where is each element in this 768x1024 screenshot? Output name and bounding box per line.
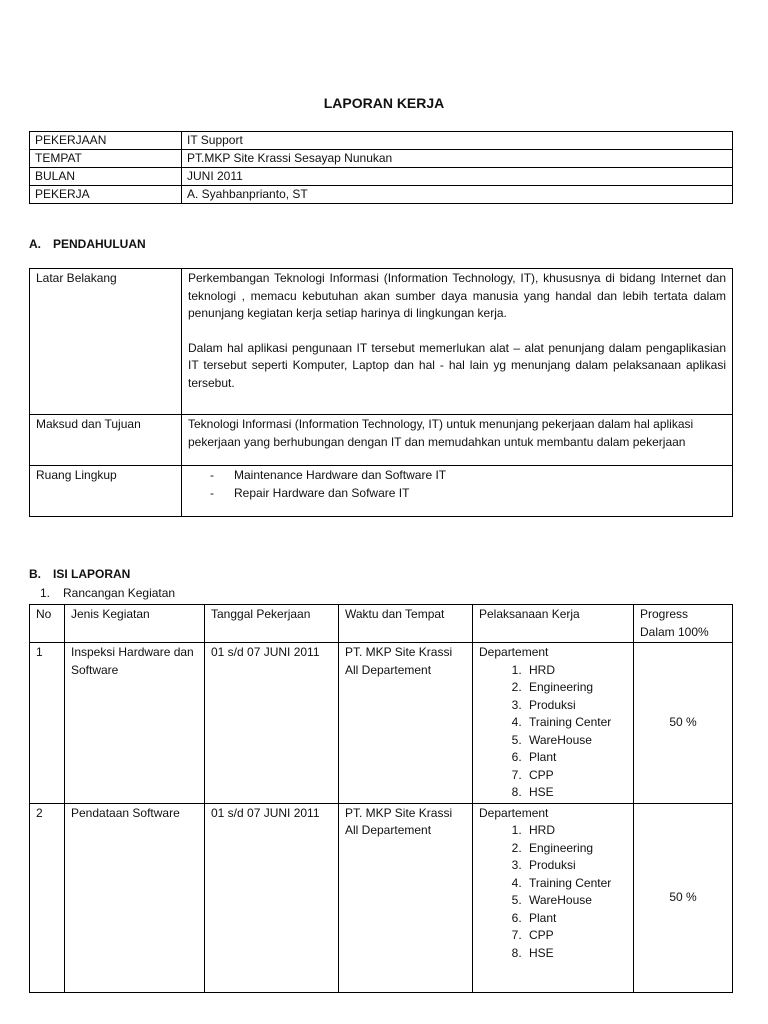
section-b-heading <box>29 566 130 584</box>
subsection-heading <box>40 585 175 603</box>
column-header: Progress Dalam 100% <box>634 605 733 643</box>
intro-content <box>182 466 733 517</box>
work-date: 01 s/d 07 JUNI 2011 <box>205 803 339 993</box>
list-item: 2. Engineering <box>525 840 627 858</box>
info-row <box>30 132 733 150</box>
activity-type: Pendataan Software <box>65 803 205 993</box>
list-item: 4. Training Center <box>525 714 627 732</box>
list-item: 8. HSE <box>525 945 627 963</box>
info-value: A. Syahbanprianto, ST <box>182 186 733 204</box>
table-row <box>30 803 733 993</box>
list-item: 5. WareHouse <box>525 892 627 910</box>
column-header: Jenis Kegiatan <box>65 605 205 643</box>
job-info-table <box>29 131 733 204</box>
time-place: PT. MKP Site Krassi All Departement <box>339 803 473 993</box>
scope-list <box>188 467 726 502</box>
info-row <box>30 150 733 168</box>
section-a-title: PENDAHULUAN <box>53 237 146 251</box>
subsection-number: 1. <box>40 586 51 600</box>
info-key: TEMPAT <box>30 150 182 168</box>
column-header: Tanggal Pekerjaan <box>205 605 339 643</box>
list-item: 4. Training Center <box>525 875 627 893</box>
department-list <box>479 822 627 962</box>
info-key: BULAN <box>30 168 182 186</box>
intro-label: Maksud dan Tujuan <box>30 415 182 466</box>
list-item: 6. Plant <box>525 749 627 767</box>
intro-row-latar <box>30 269 733 415</box>
list-item: 6. Plant <box>525 910 627 928</box>
activity-plan-table <box>29 604 733 993</box>
latar-paragraph-2: Dalam hal aplikasi pengunaan IT tersebut memerlukan alat – alat penunjang dalam pengaplikasian IT tersebut seperti Komputer, Laptop dan hal - hal lain yg menunjang dalam pelaksanaan aplikasi tersebut. <box>188 340 726 390</box>
list-item: - Maintenance Hardware dan Software IT <box>210 467 726 485</box>
intro-label: Ruang Lingkup <box>30 466 182 517</box>
latar-paragraph-1: Perkembangan Teknologi Informasi (Information Technology, IT), khususnya di bidang Internet dan teknologi , memacu kebutuhan akan sumber daya manusia yang handal dan lebih tertata dalam penunjang kegiatan kerja setiap harinya di lingkungan kerja. <box>188 271 726 320</box>
intro-content <box>182 415 733 466</box>
list-item: 3. Produksi <box>525 697 627 715</box>
subsection-title: Rancangan Kegiatan <box>63 586 176 600</box>
maksud-text: Teknologi Informasi (Information Technology, IT) untuk menunjang pekerjaan dalam hal aplikasi pekerjaan yang berhubungan dengan IT dan memudahkan untuk membantu dalam pekerjaan <box>188 417 694 449</box>
info-value: IT Support <box>182 132 733 150</box>
info-key: PEKERJA <box>30 186 182 204</box>
table-row <box>30 643 733 804</box>
column-header: Pelaksanaan Kerja <box>473 605 634 643</box>
list-item: 5. WareHouse <box>525 732 627 750</box>
section-a-heading <box>29 236 146 254</box>
column-header: Waktu dan Tempat <box>339 605 473 643</box>
department-label: Departement <box>479 805 549 820</box>
list-item: 2. Engineering <box>525 679 627 697</box>
list-item: - Repair Hardware dan Sofware IT <box>210 485 726 503</box>
list-item: 1. HRD <box>525 822 627 840</box>
info-row <box>30 168 733 186</box>
info-row <box>30 186 733 204</box>
intro-row-ruang <box>30 466 733 517</box>
time-place: PT. MKP Site Krassi All Departement <box>339 643 473 804</box>
work-execution <box>473 803 634 993</box>
introduction-table <box>29 268 733 517</box>
column-header: No <box>30 605 65 643</box>
intro-label: Latar Belakang <box>30 269 182 415</box>
info-value: JUNI 2011 <box>182 168 733 186</box>
section-b-title: ISI LAPORAN <box>53 567 131 581</box>
department-label: Departement <box>479 645 549 659</box>
list-item: 3. Produksi <box>525 857 627 875</box>
list-item: 8. HSE <box>525 784 627 802</box>
intro-row-maksud <box>30 415 733 466</box>
table-header-row <box>30 605 733 643</box>
intro-content <box>182 269 733 415</box>
info-value: PT.MKP Site Krassi Sesayap Nunukan <box>182 150 733 168</box>
list-item: 1. HRD <box>525 662 627 680</box>
page-title: LAPORAN KERJA <box>323 95 445 111</box>
progress-value: 50 % <box>634 643 733 804</box>
activity-type: Inspeksi Hardware dan Software <box>65 643 205 804</box>
work-execution <box>473 643 634 804</box>
section-a-number: A. <box>29 237 41 251</box>
department-list <box>479 662 627 802</box>
list-item: 7. CPP <box>525 927 627 945</box>
work-date: 01 s/d 07 JUNI 2011 <box>205 643 339 804</box>
row-number: 2 <box>30 803 65 993</box>
progress-value: 50 % <box>634 803 733 993</box>
list-item: 7. CPP <box>525 767 627 785</box>
section-b-number: B. <box>29 567 41 581</box>
info-key: PEKERJAAN <box>30 132 182 150</box>
row-number: 1 <box>30 643 65 804</box>
